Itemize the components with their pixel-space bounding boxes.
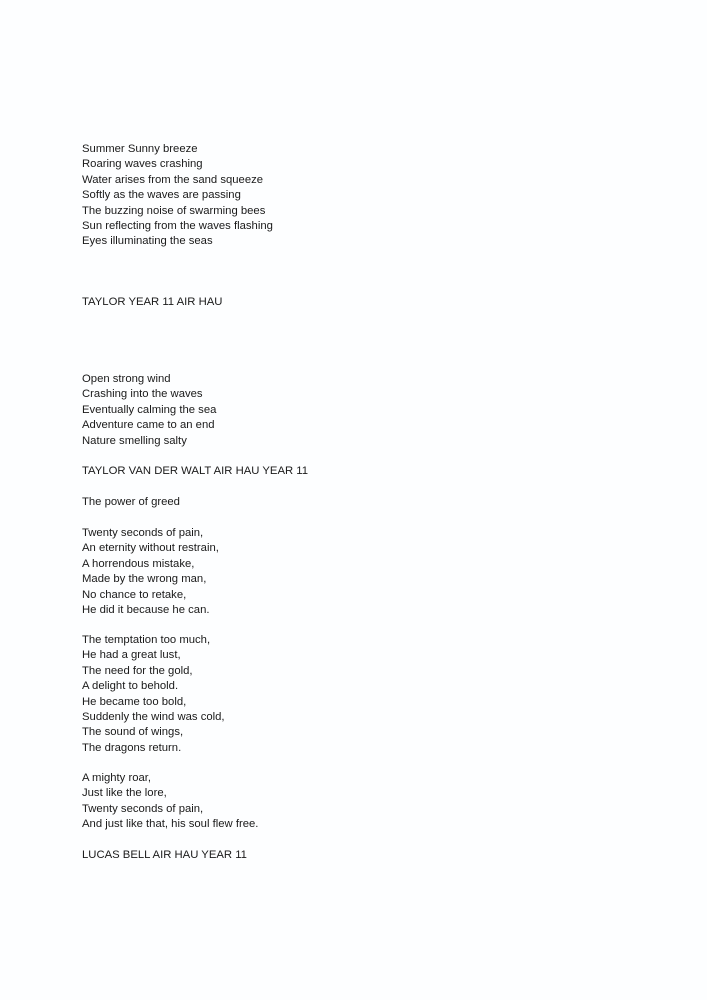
poem-line: Just like the lore, <box>82 787 167 800</box>
poem-line: Open strong wind <box>82 373 171 385</box>
poem-line: Crashing into the waves <box>82 388 203 401</box>
poem-line: Nature smelling salty <box>82 434 187 447</box>
poem-line: A mighty roar, <box>82 772 152 784</box>
poem3-title: The power of greed <box>82 496 180 508</box>
poem-line: And just like that, his soul flew free. <box>82 818 259 831</box>
poem2-body <box>82 372 216 449</box>
poem-line: A horrendous mistake, <box>82 557 195 570</box>
poem-line: Softly as the waves are passing <box>82 189 241 202</box>
poem-line: The temptation too much, <box>82 634 211 646</box>
poem2-author: TAYLOR VAN DER WALT AIR HAU YEAR 11 <box>82 465 308 477</box>
poem1-author: TAYLOR YEAR 11 AIR HAU <box>82 296 223 308</box>
poem-line: Twenty seconds of pain, <box>82 802 204 815</box>
poem-line: The need for the gold, <box>82 664 193 677</box>
poem-line: An eternity without restrain, <box>82 542 219 555</box>
poem-line: Twenty seconds of pain, <box>82 527 204 539</box>
poem-line: No chance to retake, <box>82 588 187 601</box>
poem-line: The buzzing noise of swarming bees <box>82 204 266 217</box>
poem-line: Water arises from the sand squeeze <box>82 173 264 186</box>
poem3-stanza-1 <box>82 526 219 618</box>
poem-line: Sun reflecting from the waves flashing <box>82 219 273 232</box>
poem-line: Suddenly the wind was cold, <box>82 710 225 723</box>
poem-line: Roaring waves crashing <box>82 158 203 171</box>
poem3-author: LUCAS BELL AIR HAU YEAR 11 <box>82 849 247 861</box>
poem-line: Made by the wrong man, <box>82 573 207 586</box>
poem-line: Adventure came to an end <box>82 419 215 432</box>
poem-line: He had a great lust, <box>82 649 181 662</box>
poem3-stanza-3 <box>82 771 258 833</box>
poem1-body <box>82 142 273 250</box>
poem-line: Eventually calming the sea <box>82 403 217 416</box>
poem-line: He became too bold, <box>82 695 187 708</box>
poem-line: The sound of wings, <box>82 726 184 739</box>
poem-line: Eyes illuminating the seas <box>82 235 213 248</box>
poem3-stanza-2 <box>82 633 225 756</box>
poem-line: He did it because he can. <box>82 603 210 616</box>
poem-line: Summer Sunny breeze <box>82 143 198 155</box>
poem-line: The dragons return. <box>82 741 182 754</box>
poem-line: A delight to behold. <box>82 680 179 693</box>
